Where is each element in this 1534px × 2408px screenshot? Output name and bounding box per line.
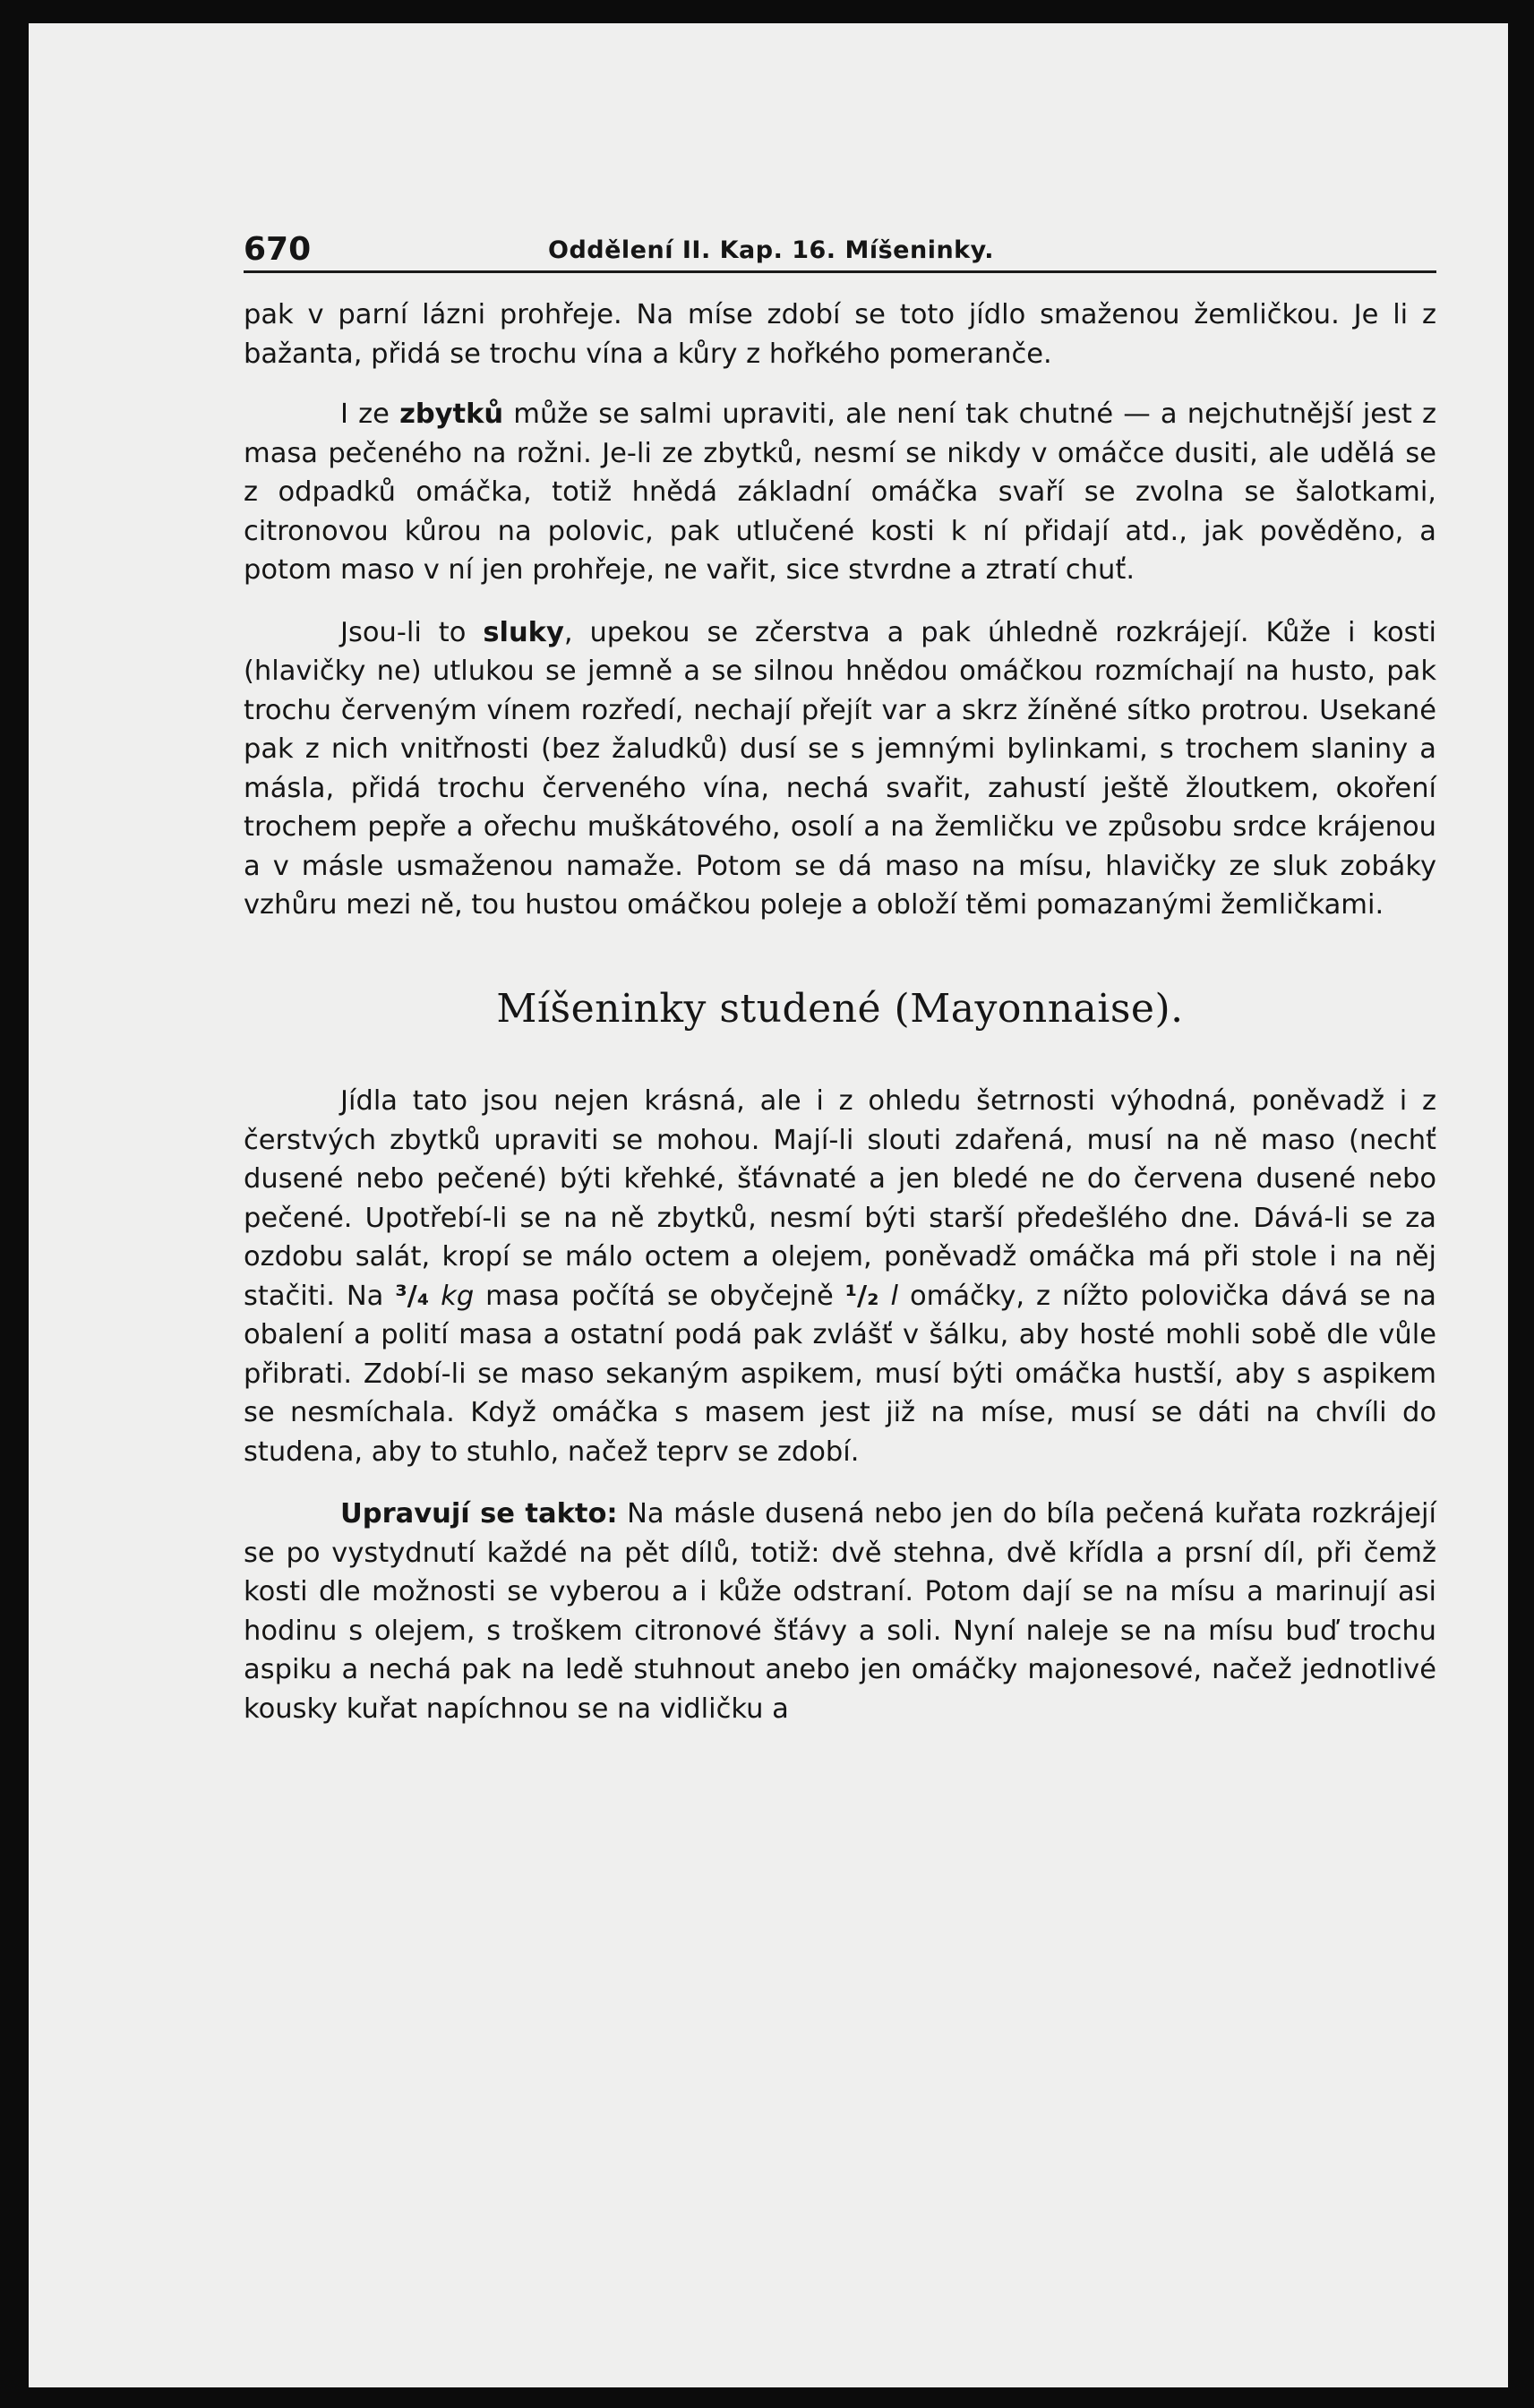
bold-term-sluky: sluky <box>483 616 564 648</box>
fraction-half: ¹/₂ <box>844 1280 879 1312</box>
page-header <box>244 231 1436 273</box>
page-number: 670 <box>244 231 312 268</box>
paragraph-upravuji: Upravují se takto: Na másle dusená nebo jen do bíla pečená kuřata rozkrájejí se po vystydnutí každé na pět dílů, totiž: dvě stehna, dvě křídla a prsní díl, při čemž kosti dle možnosti se vyberou a i kůže odstraní. Potom dají se na mísu a marinují asi hodinu s olejem, s troškem citronové šťávy a soli. Nyní naleje se na mísu buď trochu aspiku a nechá pak na ledě stuhnout anebo jen omáčky majonesové, načež jednotlivé kousky kuřat napíchnou se na vidličku a <box>244 1498 1436 1725</box>
book-page <box>29 23 1508 2387</box>
bold-term-zbytku: zbytků <box>399 398 504 430</box>
paragraph-sluky: Jsou-li to sluky, upekou se zčerstva a pak úhledně rozkrájejí. Kůže i kosti (hlavičky ne) utlukou se jemně a se silnou hnědou omáčkou rozmíchají na husto, pak trochu červeným vínem rozředí, nechají přejít var a skrz žíněné sítko protrou. Usekané pak z nich vnitřnosti (bez žaludků) dusí se s jemnými bylinkami, s trochem slaniny a másla, přidá trochu červeného vína, nechá svařit, zahustí ještě žloutkem, okoření trochem pepře a ořechu muškátového, osolí a na žemličku ve způsobu srdce krájenou a v másle usmaženou namaže. Potom se dá maso na mísu, hlavičky ze sluk zobáky vzhůru mezi ně, tou hustou omáčkou poleje a obloží těmi pomazanými žemličkami. <box>244 616 1437 921</box>
running-head: Oddělení II. Kap. 16. Míšeninky. <box>548 236 995 264</box>
section-title: Míšeninky studené (Mayonnaise). <box>496 985 1184 1032</box>
paragraph-mayonnaise-intro: Jídla tato jsou nejen krásná, ale i z ohledu šetrnosti výhodná, poněvadž i z čerstvých zbytků upraviti se mohou. Mají-li slouti zdařená, musí na ně maso (nechť dusené nebo pečené) býti křehké, šťávnaté a jen bledé ne do červena dusené nebo pečené. Upotřebí-li se na ně zbytků, nesmí býti starší předešlého dne. Dává-li se za ozdobu salát, kropí se málo octem a olejem, poněvadž omáčka má při stole i na něj stačiti. Na ³/₄ kg masa počítá se obyčejně ¹/₂ l omáčky, z nížto polovička dává se na obalení a polití masa a ostatní podá pak zvlášť v šálku, aby hosté mohli sobě dle vůle přibrati. Zdobí-li se maso sekaným aspikem, musí býti omáčka hustší, aby s aspikem se nesmíchala. Když omáčka s masem jest již na míse, musí se dáti na chvíli do studena, aby to stuhlo, načež teprv se zdobí. <box>244 1085 1437 1468</box>
fraction-three-quarters: ³/₄ <box>395 1280 430 1312</box>
paragraph-zbytky: I ze zbytků může se salmi upraviti, ale není tak chutné — a nejchutnější jest z masa pečeného na rožni. Je-li ze zbytků, nesmí se nikdy v omáčce dusiti, ale udělá se z odpadků omáčka, totiž hnědá základní omáčka svaří se zvolna se šalotkami, citronovou kůrou na polovic, pak utlučené kosti k ní přidají atd., jak pověděno, a potom maso v ní jen prohřeje, ne vařit, sice stvrdne a ztratí chuť. <box>244 398 1436 586</box>
bold-term-upravuji: Upravují se takto: <box>340 1498 618 1530</box>
page-body <box>244 296 1436 1728</box>
unit-kg: kg <box>441 1280 475 1312</box>
paragraph-continuation: pak v parní lázni prohřeje. Na míse zdobí se toto jídlo smaženou žemličkou. Je li z bažanta, přidá se trochu vína a kůry z hořkého pomeranče. <box>244 299 1436 370</box>
unit-liter: l <box>890 1280 898 1312</box>
